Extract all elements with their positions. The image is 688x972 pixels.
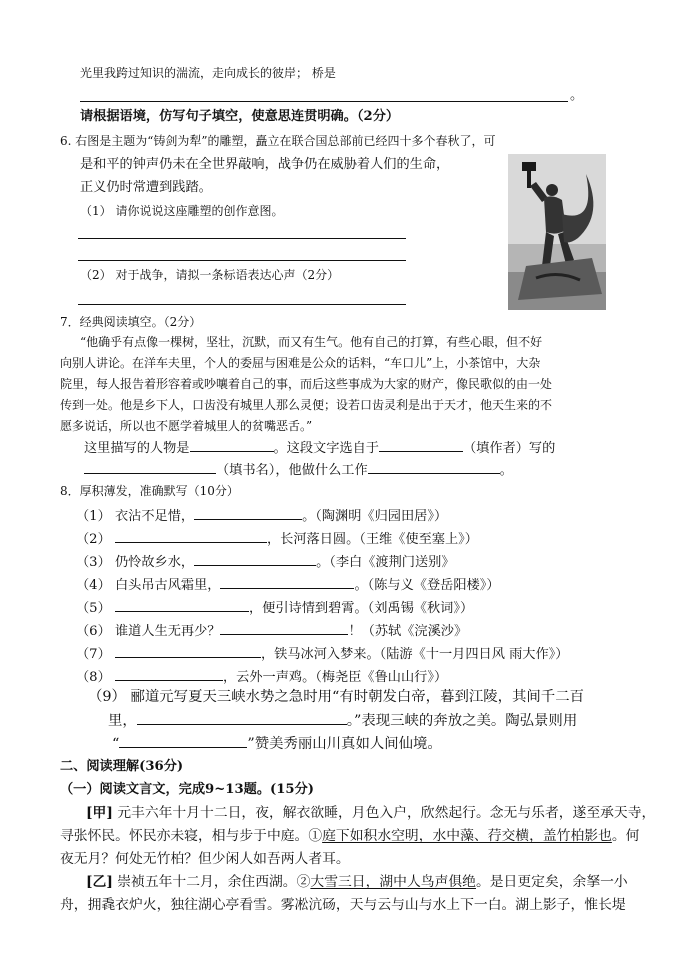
text-jia-line3: 夜无月？何处无竹柏？但少闲人如吾两人者耳。	[60, 851, 350, 867]
q7-fill-line-1	[84, 437, 555, 458]
q7-fill2-a: （填书名），他做什么工作	[216, 463, 368, 478]
q8-item-blank[interactable]	[220, 574, 354, 589]
q8-item-blank[interactable]	[194, 551, 316, 566]
q6-sub1: （1） 请你说说这座雕塑的创作意图。	[80, 204, 284, 218]
q6-line1: 6. 右图是主题为“铸剑为犁”的雕塑，矗立在联合国总部前已经四十多个春秋了，可	[60, 134, 496, 148]
q6-line2: 是和平的钟声仍未在全世界敲响，战争仍在威胁着人们的生命，	[80, 157, 450, 172]
q8-title: 8．厚积薄发，准确默写（10分）	[60, 484, 239, 498]
q7-fill-line-2	[84, 459, 513, 480]
q8-item: （1） 衣沾不足惜， 。（陶渊明《归园田居》）	[76, 505, 447, 526]
q7-fill1-b: 。这段文字选自于	[273, 441, 379, 456]
q8-item-blank[interactable]	[194, 505, 302, 520]
q6-line3: 正义仍时常遭到践踏。	[80, 180, 212, 195]
text-jia-label: [甲]	[86, 805, 113, 821]
text-jia-line2: 寻张怀民。怀民亦未寝，相与步于中庭。①庭下如积水空明，水中藻、荇交横，盖竹柏影也。何	[60, 828, 640, 844]
q6-sub1-answer-line-1[interactable]	[78, 238, 406, 239]
text-yi-label: [乙]	[86, 874, 113, 890]
q8-item9-line3: “ ”赞美秀丽山川真如人间仙境。	[112, 733, 442, 755]
q8-item-blank[interactable]	[115, 643, 261, 658]
q5-instruction: 请根据语境，仿写句子填空，使意思连贯明确。（2分）	[80, 109, 400, 124]
text-jia-underlined-sentence: 庭下如积水空明，水中藻、荇交横，盖竹柏影也	[322, 828, 612, 844]
sword-to-plough-statue-image	[508, 154, 606, 310]
q6-sub2-answer-line[interactable]	[78, 304, 406, 305]
q7-fill2-b: 。	[499, 463, 513, 478]
q7-title: 7．经典阅读填空。（2分）	[60, 315, 202, 329]
q8-item: （2） ，长河落日圆。（王维《使至塞上》）	[76, 528, 478, 549]
q7-passage-line: 向别人讲论。在洋车夫里，个人的委屈与困难是公众的话料，“车口儿”上，小茶馆中，大杂	[60, 356, 541, 370]
text-jia-line1: [甲] 元丰六年十月十二日，夜，解衣欲睡，月色入户，欣然起行。念无与乐者，遂至承天寺，	[86, 805, 656, 821]
text-yi-underlined-sentence: 大雪三日，湖中人鸟声俱绝	[310, 874, 476, 890]
q7-fill1-a: 这里描写的人物是	[84, 441, 190, 456]
q8-item: （6） 谁道人生无再少？ ！（苏轼《浣溪沙》	[76, 620, 467, 641]
q8-item9-line2: 里， 。”表现三峡的奔放之美。陶弘景则用	[108, 710, 577, 732]
q7-book-blank[interactable]	[84, 459, 216, 474]
q5-answer-line[interactable]	[80, 101, 568, 102]
q7-character-blank[interactable]	[190, 437, 274, 452]
q7-author-blank[interactable]	[379, 437, 463, 452]
section2-subtitle: （一）阅读文言文，完成9~13题。(15分)	[60, 782, 315, 797]
q7-fill1-c: （填作者）写的	[463, 441, 556, 456]
q8-item9-line1: （9） 郦道元写夏天三峡水势之急时用“有时朝发白帝，暮到江陵，其间千二百	[88, 689, 584, 705]
q6-sub1-answer-line-2[interactable]	[78, 260, 406, 261]
q6-sub2: （2） 对于战争，请拟一条标语表达心声（2分）	[80, 268, 340, 282]
q5-line1: 光里我跨过知识的湍流，走向成长的彼岸； 桥是	[80, 66, 336, 80]
q7-passage-line: “他确乎有点像一棵树，坚壮，沉默，而又有生气。他有自己的打算，有些心眼，但不好	[80, 335, 543, 349]
q8-item: （7） ，铁马冰河入梦来。（陆游《十一月四日风 雨大作》）	[76, 643, 568, 664]
q8-item: （3） 仍怜故乡水， 。（李白《渡荆门送别》	[76, 551, 455, 572]
q8-item: （8） ，云外一声鸡。（梅尧臣《鲁山山行》）	[76, 666, 447, 687]
q7-job-blank[interactable]	[368, 459, 500, 474]
section2-title: 二、阅读理解(36分)	[60, 759, 184, 774]
text-yi-line1: [乙] 崇祯五年十二月，余住西湖。②大雪三日，湖中人鸟声俱绝。是日更定矣，余拏一小	[86, 874, 628, 890]
text-yi-line2: 舟，拥毳衣炉火，独往湖心亭看雪。雾凇沆砀，天与云与山与水上下一白。湖上影子，惟长堤	[60, 897, 626, 913]
q5-line1-end: 。	[570, 88, 584, 103]
q7-passage-line: 愿多说话，所以也不愿学着城里人的贫嘴恶舌。”	[60, 419, 313, 433]
q8-item: （4） 白头吊古风霜里， 。（陈与义《登岳阳楼》）	[76, 574, 500, 595]
q8-item9-blank-1[interactable]	[137, 710, 347, 725]
q8-item-blank[interactable]	[115, 666, 223, 681]
q7-passage-line: 院里，每人报告着形容着或吵嚷着自己的事，而后这些事成为大家的财产，像民歌似的由一处	[60, 377, 553, 391]
q7-passage-line: 传到一处。他是乡下人，口齿没有城里人那么灵便；设若口齿灵利是出于天才，他天生来的不	[60, 398, 553, 412]
q8-item-blank[interactable]	[115, 528, 267, 543]
q8-item9-blank-2[interactable]	[119, 733, 247, 748]
q8-item: （5） ，便引诗情到碧霄。（刘禹锡《秋词》）	[76, 597, 473, 618]
q8-item-blank[interactable]	[220, 620, 348, 635]
q8-item-blank[interactable]	[115, 597, 249, 612]
